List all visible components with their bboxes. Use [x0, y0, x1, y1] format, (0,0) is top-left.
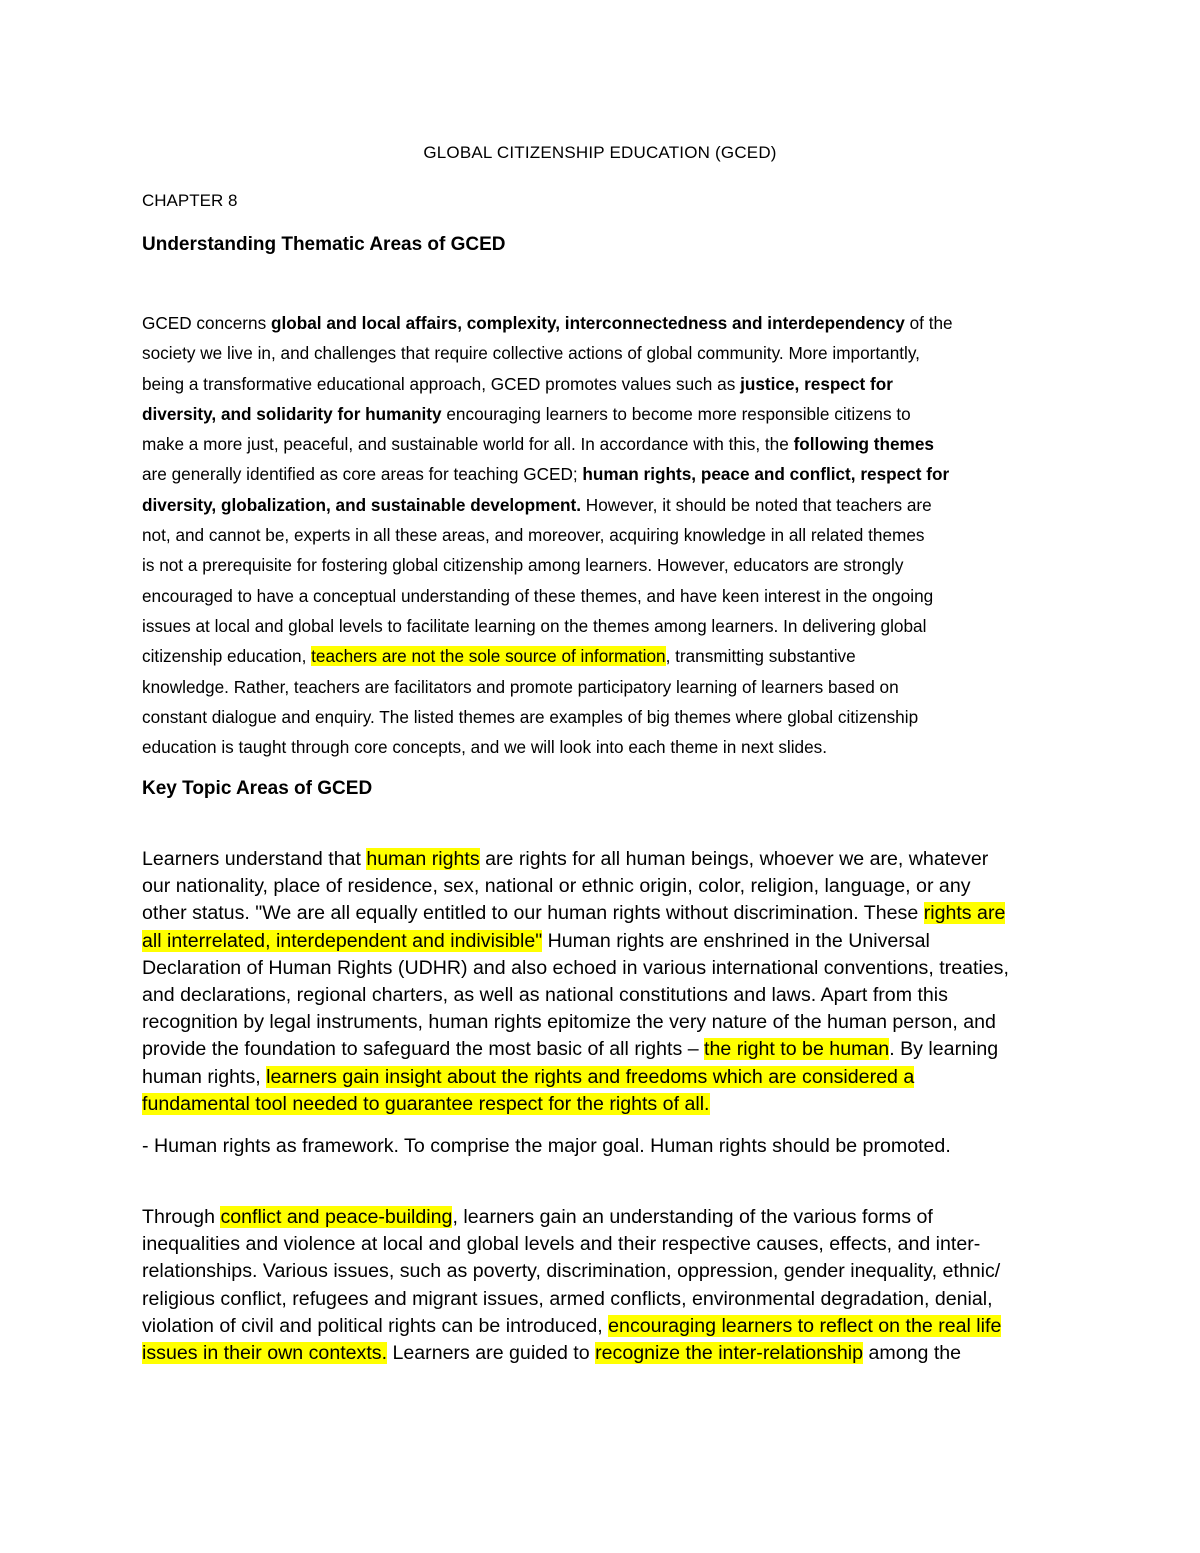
text-line [142, 955, 1067, 982]
text-line [142, 1258, 1067, 1285]
text-line [142, 672, 1062, 702]
section-heading-thematic-areas: Understanding Thematic Areas of GCED [142, 234, 506, 255]
text-line [142, 429, 1062, 459]
text-line [142, 641, 1062, 671]
document-title: GLOBAL CITIZENSHIP EDUCATION (GCED) [423, 143, 777, 162]
paragraph-gced-overview [142, 308, 1062, 762]
text-line [142, 1009, 1067, 1036]
highlighted-text: the right to be human [704, 1038, 890, 1061]
text-line [142, 1036, 1067, 1063]
text-run: recognition by legal instruments, human rights epitomize the very nature of the human person, and [142, 1011, 996, 1034]
text-line [142, 702, 1062, 732]
highlighted-text: issues in their own contexts. [142, 1342, 388, 1365]
highlighted-text: learners gain insight about the rights and freedoms which are considered a [266, 1065, 915, 1088]
text-run: Human rights are enshrined in the Universal [542, 929, 930, 952]
text-run: encouraged to have a conceptual understanding of these themes, and have keen interest in the ongoing [142, 585, 934, 606]
text-run: violation of civil and political rights can be introduced, [142, 1314, 609, 1337]
text-run: among the [863, 1342, 962, 1365]
text-run: not, and cannot be, experts in all these areas, and moreover, acquiring knowledge in all related themes [142, 525, 925, 546]
text-run: relationships. Various issues, such as poverty, discrimination, oppression, gender inequality, ethnic/ [142, 1260, 1001, 1283]
text-run: and declarations, regional charters, as well as national constitutions and laws. Apart from this [142, 984, 948, 1007]
paragraph-conflict-peace [142, 1204, 1067, 1367]
text-run: education is taught through core concepts, and we will look into each theme in next slides. [142, 737, 828, 758]
section-heading-key-topics: Key Topic Areas of GCED [142, 778, 373, 799]
chapter-label: CHAPTER 8 [142, 191, 238, 210]
text-run: society we live in, and challenges that require collective actions of global community. More importantly, [142, 343, 920, 364]
text-run: of the [904, 313, 953, 333]
text-line [142, 1091, 1067, 1118]
text-line [142, 1204, 1067, 1231]
text-line [142, 873, 1067, 900]
text-run: make a more just, peaceful, and sustainable world for all. In accordance with this, the [142, 434, 794, 455]
text-run: , learners gain an understanding of the various forms of [452, 1206, 933, 1228]
text-run: inequalities and violence at local and global levels and their respective causes, effects, and inter- [142, 1233, 981, 1256]
text-line [142, 1064, 1067, 1091]
text-line [142, 1133, 1067, 1160]
text-run: , transmitting substantive [665, 646, 856, 667]
highlighted-text: recognize the inter-relationship [595, 1342, 864, 1365]
text-run: Through [142, 1206, 221, 1228]
text-line [142, 581, 1062, 611]
text-line [142, 732, 1062, 762]
text-line [142, 520, 1062, 550]
text-line [142, 459, 1062, 489]
text-line [142, 1231, 1067, 1258]
text-line [142, 1313, 1067, 1340]
text-line [142, 1340, 1067, 1367]
text-run: religious conflict, refugees and migrant issues, armed conflicts, environmental degradation, denial, [142, 1287, 993, 1310]
text-run: constant dialogue and enquiry. The listed themes are examples of big themes where global citizenship [142, 706, 919, 727]
highlighted-text: fundamental tool needed to guarantee respect for the rights of all. [142, 1092, 710, 1115]
text-run: Learners are guided to [387, 1342, 596, 1365]
bold-text: diversity, and solidarity for humanity [142, 403, 442, 424]
text-run: citizenship education, [142, 646, 312, 667]
bold-text: human rights, peace and conflict, respect for [582, 464, 950, 485]
bold-text: justice, respect for [740, 373, 893, 394]
text-run: Learners understand that [142, 848, 367, 870]
text-run: issues at local and global levels to facilitate learning on the themes among learners. In delivering global [142, 615, 927, 636]
text-line [142, 308, 1062, 338]
text-line [142, 338, 1062, 368]
text-run: knowledge. Rather, teachers are facilitators and promote participatory learning of learners based on [142, 676, 899, 697]
text-run: are rights for all human beings, whoever we are, whatever [479, 848, 989, 870]
text-line [142, 900, 1067, 927]
text-run: are generally identified as core areas for teaching GCED; [142, 464, 583, 485]
text-run: . By learning [889, 1038, 999, 1061]
text-run: GCED concerns [142, 313, 271, 333]
highlighted-text: human rights [366, 848, 480, 870]
text-line [142, 982, 1067, 1009]
text-line [142, 399, 1062, 429]
text-line [142, 550, 1062, 580]
text-line [142, 928, 1067, 955]
text-line [142, 1286, 1067, 1313]
text-run: However, it should be noted that teachers are [581, 494, 932, 515]
text-line [142, 490, 1062, 520]
text-run: encouraging learners to become more responsible citizens to [441, 403, 911, 424]
text-line [142, 611, 1062, 641]
text-run: human rights, [142, 1065, 267, 1088]
highlighted-text: conflict and peace-building [220, 1206, 453, 1228]
highlighted-text: rights are [923, 902, 1006, 925]
bold-text: following themes [793, 434, 934, 455]
paragraph-human-rights-note [142, 1133, 1067, 1160]
text-run: - Human rights as framework. To comprise the major goal. Human rights should be promoted. [142, 1135, 951, 1157]
text-run: our nationality, place of residence, sex, national or ethnic origin, color, religion, language, or any [142, 875, 971, 898]
bold-text: global and local affairs, complexity, interconnectedness and interdependency [270, 313, 905, 333]
text-run: is not a prerequisite for fostering global citizenship among learners. However, educators are strongly [142, 555, 904, 576]
text-line [142, 846, 1067, 873]
text-run: other status. "We are all equally entitled to our human rights without discrimination. These [142, 902, 924, 925]
highlighted-text: teachers are not the sole source of information [311, 646, 666, 667]
highlighted-text: encouraging learners to reflect on the real life [608, 1314, 1002, 1337]
highlighted-text: all interrelated, interdependent and indivisible" [142, 929, 543, 952]
bold-text: diversity, globalization, and sustainable development. [142, 494, 582, 515]
paragraph-human-rights [142, 846, 1067, 1118]
text-run: Declaration of Human Rights (UDHR) and also echoed in various international conventions, treaties, [142, 956, 1009, 979]
text-run: provide the foundation to safeguard the most basic of all rights – [142, 1038, 705, 1061]
text-run: being a transformative educational approach, GCED promotes values such as [142, 373, 741, 394]
text-line [142, 369, 1062, 399]
